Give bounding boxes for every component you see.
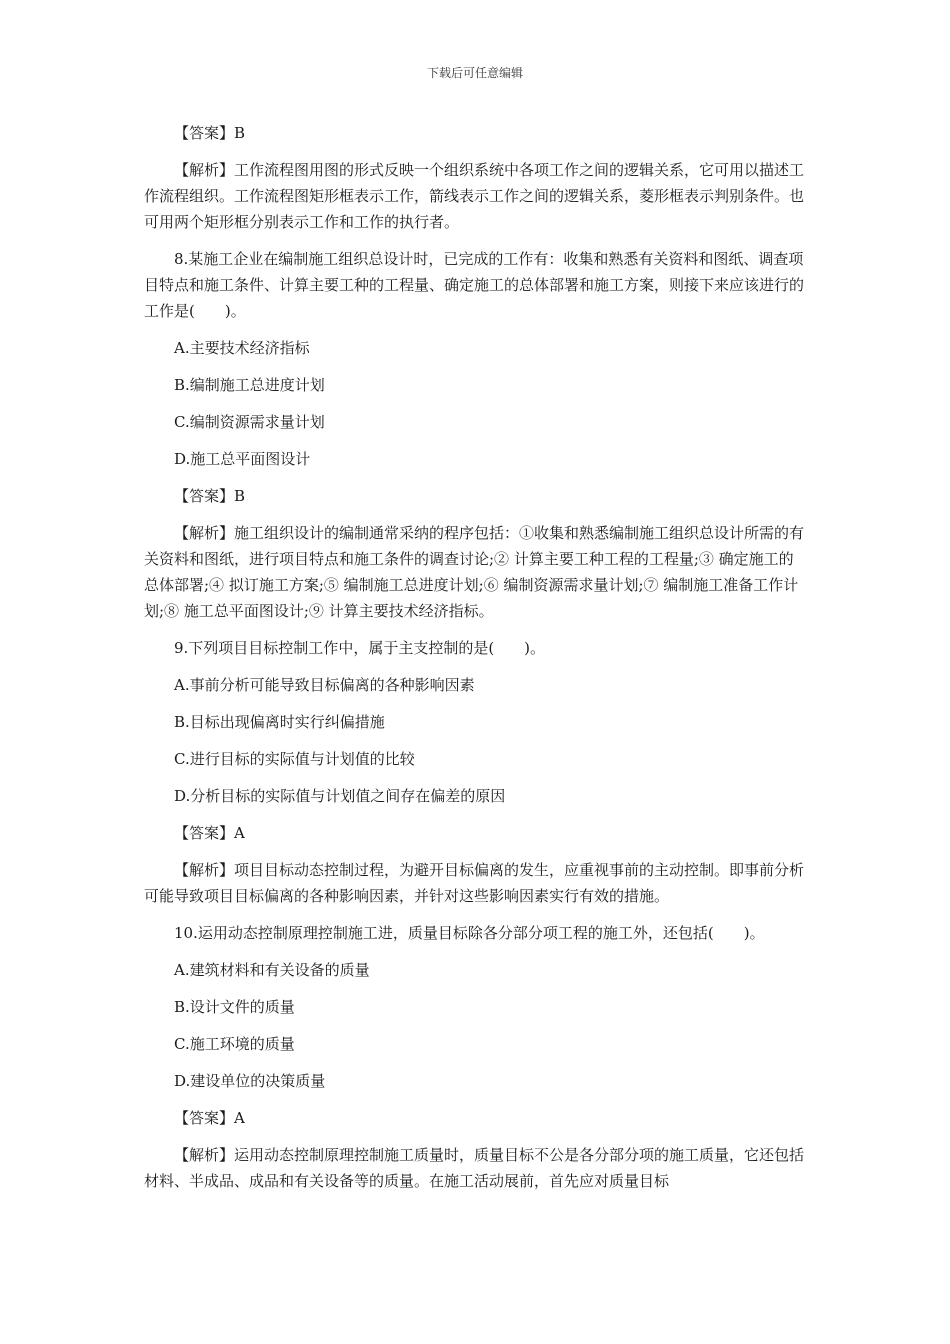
- option-b: B.设计文件的质量: [174, 998, 295, 1016]
- option-a: A.建筑材料和有关设备的质量: [174, 961, 370, 979]
- answer-line: 【答案】B: [174, 487, 246, 505]
- option-c: C.进行目标的实际值与计划值的比较: [174, 750, 415, 768]
- explanation-paragraph: 【解析】工作流程图用图的形式反映一个组织系统中各项工作之间的逻辑关系，它可用以描述工作流程组织。工作流程图矩形框表示工作，箭线表示工作之间的逻辑关系，菱形框表示判别条件。也可用两个矩形框分别表示工作和工作的执行者。: [144, 161, 805, 231]
- page-header: 下载后可任意编辑: [426, 66, 523, 80]
- option-d: D.分析目标的实际值与计划值之间存在偏差的原因: [174, 787, 506, 805]
- option-d: D.建设单位的决策质量: [174, 1072, 326, 1090]
- explanation-paragraph: 【解析】运用动态控制原理控制施工质量时，质量目标不公是各分部分项的施工质量，它还包括材料、半成品、成品和有关设备等的质量。在施工活动展前，首先应对质量目标: [144, 1146, 805, 1190]
- option-b: B.目标出现偏离时实行纠偏措施: [174, 713, 385, 731]
- option-a: A.主要技术经济指标: [174, 339, 310, 357]
- answer-line: 【答案】A: [174, 1109, 245, 1127]
- option-a: A.事前分析可能导致目标偏离的各种影响因素: [174, 676, 475, 694]
- question-9: 9.下列项目目标控制工作中，属于主支控制的是( )。: [174, 639, 546, 657]
- option-b: B.编制施工总进度计划: [174, 376, 325, 394]
- option-c: C.施工环境的质量: [174, 1035, 295, 1053]
- explanation-paragraph: 【解析】施工组织设计的编制通常采纳的程序包括：①收集和熟悉编制施工组织总设计所需的有关资料和图纸，进行项目特点和施工条件的调查讨论;② 计算主要工种工程的工程量;③ 确定施工的总体部署;④ 拟订施工方案;⑤ 编制施工总进度计划;⑥ 编制资源需求量计划;⑦ 编制施工准备工作计划;⑧ 施工总平面图设计;⑨ 计算主要技术经济指标。: [144, 524, 805, 620]
- answer-line: 【答案】A: [174, 824, 245, 842]
- question-8: 8.某施工企业在编制施工组织总设计时，已完成的工作有：收集和熟悉有关资料和图纸、调查项目特点和施工条件、计算主要工种的工程量、确定施工的总体部署和施工方案，则接下来应该进行的工作是( )。: [144, 250, 805, 320]
- question-10: 10.运用动态控制原理控制施工进，质量目标除各分部分项工程的施工外，还包括( )。: [174, 924, 765, 942]
- option-d: D.施工总平面图设计: [174, 450, 311, 468]
- answer-line: 【答案】B: [174, 124, 246, 142]
- explanation-paragraph: 【解析】项目目标动态控制过程，为避开目标偏离的发生，应重视事前的主动控制。即事前分析可能导致项目目标偏离的各种影响因素，并针对这些影响因素实行有效的措施。: [144, 861, 805, 905]
- option-c: C.编制资源需求量计划: [174, 413, 325, 431]
- document-body: [144, 120, 806, 1194]
